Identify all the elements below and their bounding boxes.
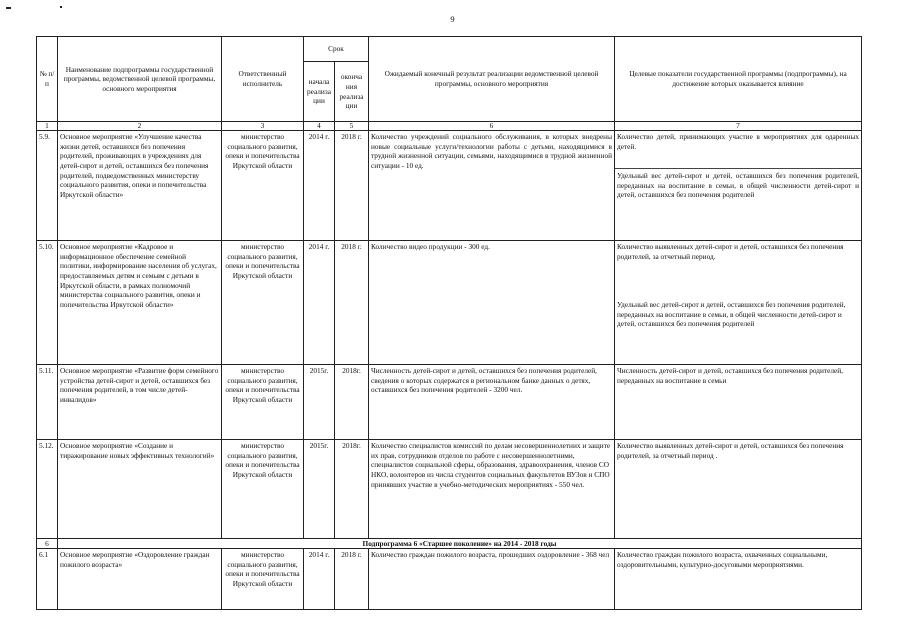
- header-end: оконча ния реализа ции: [335, 62, 369, 122]
- scan-mark: [6, 7, 11, 9]
- row-end: 2018 г.: [335, 131, 369, 241]
- row-indicators: Количество выявленных детей-сирот и детей, оставшихся без попечения родителей, за отчетный период .: [615, 440, 862, 539]
- row-responsible: министерство социального развития, опеки и попечительства Иркутской области: [222, 549, 304, 610]
- header-result: Ожидаемый конечный результат реализации ведомственной целевой программы, основного мероприятия: [369, 37, 615, 122]
- row-end: 2018 г.: [335, 549, 369, 610]
- column-number: 6: [369, 122, 615, 131]
- row-indicators: [615, 241, 862, 365]
- header-name: Наименование подпрограммы государственной программы, ведомственной целевой программы, основного мероприятия: [58, 37, 222, 122]
- scan-mark: [60, 6, 62, 8]
- table-row: [37, 549, 862, 610]
- row-number: 5.9.: [37, 131, 58, 241]
- row-name: Основное мероприятие «Оздоровление граждан пожилого возраста»: [58, 549, 222, 610]
- column-number: 2: [58, 122, 222, 131]
- table-row: [37, 440, 862, 539]
- column-number: 3: [222, 122, 304, 131]
- row-start: 2014 г.: [304, 131, 335, 241]
- row-responsible: министерство социального развития, опеки и попечительства Иркутской области: [222, 131, 304, 241]
- table-row: [37, 131, 862, 241]
- row-start: 2014 г.: [304, 241, 335, 365]
- column-number: 7: [615, 122, 862, 131]
- indicator-text: Удельный вес детей-сирот и детей, оставшихся без попечения родителей, переданных на воспитание в семьи, в общей численности детей-сирот и детей, оставшихся без попечения родителей: [617, 300, 846, 329]
- row-result: Количество специалистов комиссий по делам несовершеннолетних и защите их прав, сотрудников отделов по работе с несовершеннолетними, специалистов социальной сферы, образования, здравоохранения, членов СО НКО, волонтеров из числа студентов социальных факультетов ВУЗов и СПО принявших участие в учебно-методических мероприятиях - 550 чел.: [369, 440, 615, 539]
- row-name: Основное мероприятие «Развитие форм семейного устройства детей-сирот и детей, оставшихся без попечения родителей, в том числе детей-инвалидов»: [58, 365, 222, 440]
- row-result: Численность детей-сирот и детей, оставшихся без попечения родителей, сведения о которых содержатся в региональном банке данных о детях, оставшихся без попечения родителей - 3200 чел.: [369, 365, 615, 440]
- column-number: 5: [335, 122, 369, 131]
- row-number: 5.10.: [37, 241, 58, 365]
- row-result: Количество видео продукции - 300 ед.: [369, 241, 615, 365]
- header-term: Срок: [304, 37, 369, 62]
- indicator-text: Количество детей, принимающих участие в мероприятиях для одаренных детей.: [617, 132, 859, 151]
- row-name: Основное мероприятие «Улучшение качества жизни детей, оставшихся без попечения родителей, проживающих в учреждениях для детей-сирот и детей, оставшихся без попечения родителей, подведомственных министерству социального развития, опеки и попечительства Иркутской области»: [58, 131, 222, 241]
- column-number-row: [37, 122, 862, 131]
- row-result: Количество граждан пожилого возраста, прошедших оздоровление - 368 чел: [369, 549, 615, 610]
- header-indicators: Целевые показатели государственной программы (подпрограммы), на достижение которых оказывается влияние: [615, 37, 862, 122]
- row-end: 2018г.: [335, 440, 369, 539]
- row-end: 2018 г.: [335, 241, 369, 365]
- column-number: 4: [304, 122, 335, 131]
- indicator-text: Удельный вес детей-сирот и детей, оставшихся без попечения родителей, переданных на воспитание в семьи, в общей численности детей-сирот и детей, оставшихся без попечения родителей: [617, 171, 859, 200]
- row-name: Основное мероприятие «Создание и тиражирование новых эффективных технологий»: [58, 440, 222, 539]
- subprogram-title: Подпрограмма 6 «Старшее поколение» на 2014 - 2018 годы: [58, 539, 862, 549]
- header-start: начала реализа ции: [304, 62, 335, 122]
- page-number: 9: [450, 14, 455, 24]
- row-number: 6.1: [37, 549, 58, 610]
- row-name: Основное мероприятие «Кадровое и информационное обеспечение семейной политики, информирование населения об услугах, предоставляемых детям и семьям с детьми в Иркутской области, в рамках полномочий министерства социального развития, опеки и попечительства Иркутской области»: [58, 241, 222, 365]
- row-start: 2015г.: [304, 365, 335, 440]
- header-responsible: Ответственный исполнитель: [222, 37, 304, 122]
- table-row: [37, 365, 862, 440]
- subprogram-number: 6: [37, 539, 58, 549]
- row-responsible: министерство социального развития, опеки и попечительства Иркутской области: [222, 365, 304, 440]
- table-row: [37, 241, 862, 365]
- row-indicators: [615, 131, 862, 241]
- row-indicators: Количество граждан пожилого возраста, охваченных социальными, оздоровительными, культурно-досуговыми мероприятиями.: [615, 549, 862, 610]
- row-start: 2014 г.: [304, 549, 335, 610]
- column-number: 1: [37, 122, 58, 131]
- row-result: Количество учреждений социального обслуживания, в которых внедрены новые социальные услуги/технологии работы с детьми, находящимися в трудной жизненной ситуации, семьями, находящимися в трудной жизненной ситуации - 10 ед.: [369, 131, 615, 241]
- subprogram-row: [37, 539, 862, 549]
- row-start: 2015г.: [304, 440, 335, 539]
- row-responsible: министерство социального развития, опеки и попечительства Иркутской области: [222, 440, 304, 539]
- header-row: [37, 37, 862, 62]
- program-table: [36, 36, 862, 610]
- row-responsible: министерство социального развития, опеки и попечительства Иркутской области: [222, 241, 304, 365]
- row-indicators: Численность детей-сирот и детей, оставшихся без попечения родителей, переданных на воспитание в семьи: [615, 365, 862, 440]
- row-end: 2018г.: [335, 365, 369, 440]
- header-no: № п/п: [37, 37, 58, 122]
- indicator-text: Количество выявленных детей-сирот и детей, оставшихся без попечения родителей, за отчетный период.: [617, 242, 844, 261]
- row-number: 5.11.: [37, 365, 58, 440]
- row-number: 5.12.: [37, 440, 58, 539]
